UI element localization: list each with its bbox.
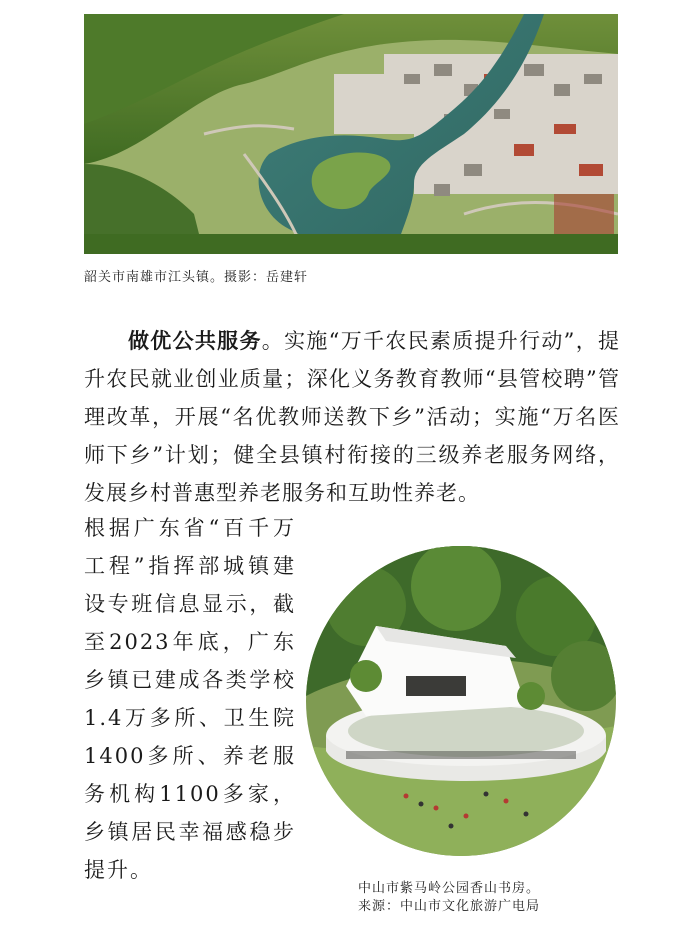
circle-photo-caption-line2: 来源：中山市文化旅游广电局 — [358, 899, 541, 914]
aerial-town-photo — [84, 14, 618, 254]
circle-photo-caption-line1: 中山市紫马岭公园香山书房。 — [358, 881, 541, 896]
paragraph-body: 。实施“万千农民素质提升行动”，提升农民就业创业质量；深化义务教育教师“县管校聘”管理改革，开展“名优教师送教下乡”活动；实施“万名医师下乡”计划；健全县镇村衔接的三级养老服务网络，发展乡村普惠型养老服务和互助性养老。 — [84, 329, 620, 505]
circle-photo-caption — [358, 880, 618, 916]
bookhouse-illustration — [306, 546, 616, 856]
paragraph-lead: 做优公共服务 — [128, 328, 262, 353]
aerial-town-illustration — [84, 14, 618, 254]
bookhouse-photo — [306, 546, 616, 856]
public-services-paragraph — [84, 322, 620, 512]
top-photo-caption: 韶关市南雄市江头镇。摄影：岳建轩 — [84, 270, 309, 285]
statistics-paragraph: 根据广东省“百千万工程”指挥部城镇建设专班信息显示，截至2023年底，广东乡镇已建成各类学校1.4万多所、卫生院1400多所、养老服务机构1100多家，乡镇居民幸福感稳步提升。 — [84, 516, 296, 882]
